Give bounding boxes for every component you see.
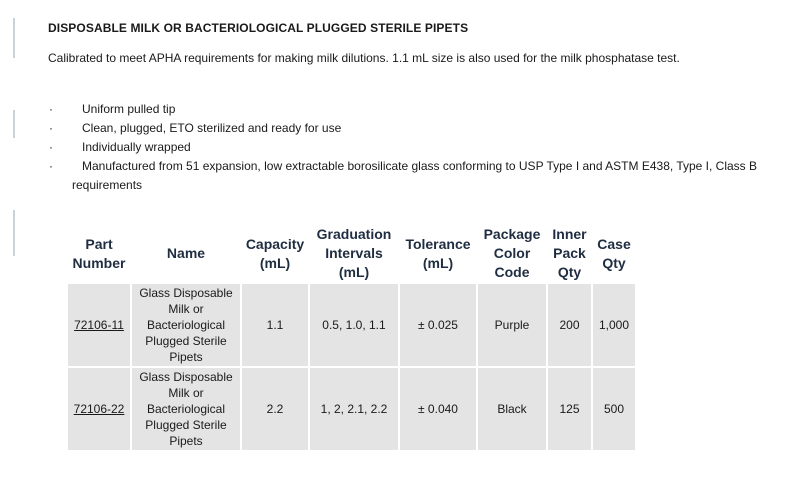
bullet-icon: · xyxy=(49,159,53,173)
feature-item xyxy=(48,157,788,195)
page-title: DISPOSABLE MILK OR BACTERIOLOGICAL PLUGGED STERILE PIPETS xyxy=(48,21,469,35)
cell-name: Glass Disposable Milk or Bacteriological Plugged Sterile Pipets xyxy=(132,284,240,366)
cell-part-number xyxy=(68,284,130,366)
feature-text: Uniform pulled tip xyxy=(82,102,176,116)
header-graduation-intervals: Graduation Intervals (mL) xyxy=(316,226,392,280)
table-row xyxy=(68,284,635,366)
cell-case-qty: 1,000 xyxy=(593,284,635,366)
feature-item xyxy=(48,119,788,138)
part-number-link[interactable]: 72106-11 xyxy=(74,318,124,332)
left-margin-rule xyxy=(13,210,15,256)
feature-text: Clean, plugged, ETO sterilized and ready for use xyxy=(82,121,342,135)
cell-part-number xyxy=(68,368,130,450)
feature-list xyxy=(48,100,788,195)
cell-package-color: Purple xyxy=(478,284,546,366)
header-name: Name xyxy=(166,245,206,261)
cell-graduation: 0.5, 1.0, 1.1 xyxy=(310,284,398,366)
table-row xyxy=(68,368,635,450)
feature-item xyxy=(48,138,788,157)
feature-text: Manufactured from 51 expansion, low extractable borosilicate glass conforming to USP Type I and ASTM E438, Type I, Class B xyxy=(82,159,758,173)
part-number-link[interactable]: 72106-22 xyxy=(73,402,125,416)
feature-item xyxy=(48,100,788,119)
header-tolerance: Tolerance (mL) xyxy=(405,235,471,271)
bullet-icon: · xyxy=(49,140,53,154)
cell-inner-qty: 125 xyxy=(548,368,591,450)
header-capacity: Capacity (mL) xyxy=(245,235,305,271)
cell-inner-qty: 200 xyxy=(548,284,591,366)
header-package-color-code: Package Color Code xyxy=(483,226,541,280)
header-part-number: Part Number xyxy=(72,235,126,271)
bullet-icon: · xyxy=(49,102,53,116)
product-spec-table xyxy=(66,223,637,452)
cell-graduation: 1, 2, 2.1, 2.2 xyxy=(310,368,398,450)
header-inner-pack-qty: Inner Pack Qty xyxy=(552,226,587,280)
cell-case-qty: 500 xyxy=(593,368,635,450)
product-description: Calibrated to meet APHA requirements for making milk dilutions. 1.1 mL size is also used for the milk phosphatase test. xyxy=(48,51,680,65)
cell-capacity: 1.1 xyxy=(242,284,308,366)
feature-text: Individually wrapped xyxy=(82,140,191,154)
feature-text-continued: requirements xyxy=(72,178,143,192)
cell-package-color: Black xyxy=(478,368,546,450)
header-case-qty: Case Qty xyxy=(597,235,631,271)
bullet-icon: · xyxy=(49,121,53,135)
cell-tolerance: ± 0.025 xyxy=(400,284,476,366)
cell-name: Glass Disposable Milk or Bacteriological Plugged Sterile Pipets xyxy=(132,368,240,450)
table-header-row xyxy=(68,225,635,282)
left-margin-rule xyxy=(13,110,15,138)
left-margin-rule xyxy=(13,18,15,58)
cell-capacity: 2.2 xyxy=(242,368,308,450)
cell-tolerance: ± 0.040 xyxy=(400,368,476,450)
